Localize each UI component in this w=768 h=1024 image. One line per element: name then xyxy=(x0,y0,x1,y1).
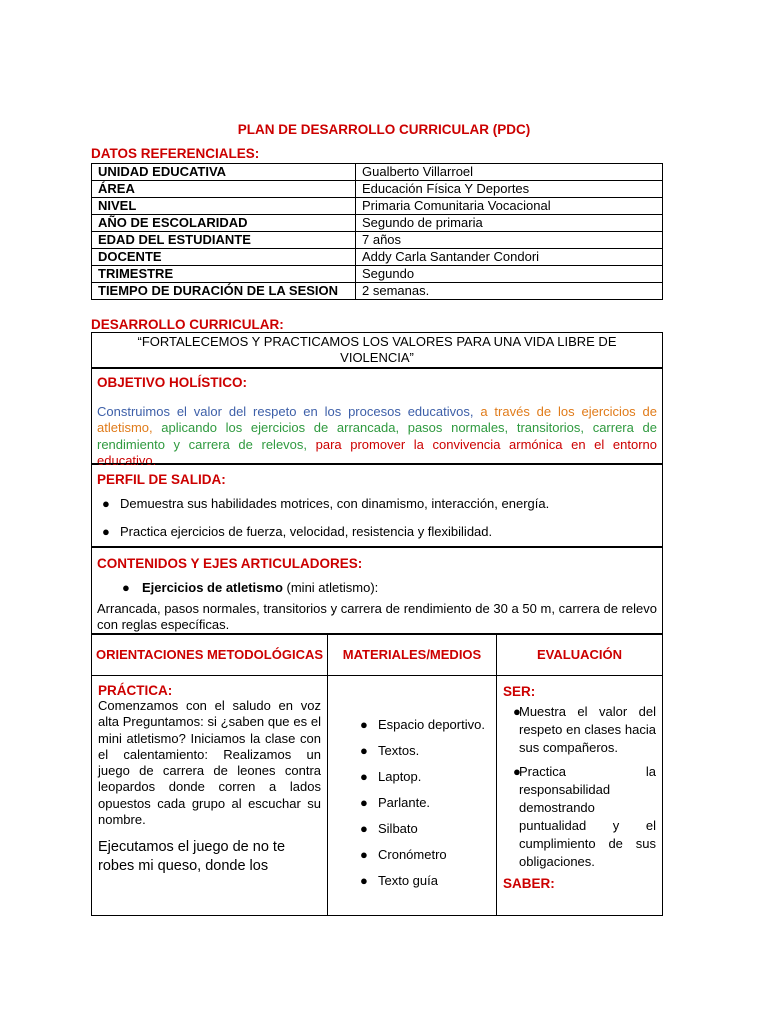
plan-table xyxy=(91,633,663,916)
col-header-materiales: MATERIALES/MEDIOS xyxy=(328,634,497,676)
practica-label: PRÁCTICA: xyxy=(98,683,173,698)
contenidos-text: Arrancada, pasos normales, transitorios y carrera de rendimiento de 30 a 50 m, carrera de relevo con reglas específicas. xyxy=(97,601,657,632)
datos-key: EDAD DEL ESTUDIANTE xyxy=(92,232,356,249)
material-item: ● Parlante. xyxy=(334,792,490,813)
material-item: ● Texto guía xyxy=(334,870,490,891)
contenidos-bullet: ● Ejercicios de atletismo (mini atletismo): xyxy=(122,580,379,595)
saber-label: SABER: xyxy=(503,876,555,891)
objetivo-label: OBJETIVO HOLÍSTICO: xyxy=(97,375,248,390)
datos-key: NIVEL xyxy=(92,198,356,215)
datos-referenciales-table xyxy=(91,163,663,300)
datos-key: ÁREA xyxy=(92,181,356,198)
material-item: ● Textos. xyxy=(334,740,490,761)
practica-cell xyxy=(92,676,328,916)
document-title: PLAN DE DESARROLLO CURRICULAR (PDC) xyxy=(237,122,531,137)
datos-row xyxy=(92,283,663,300)
contenidos-bullet-rest: (mini atletismo): xyxy=(282,580,379,595)
perfil-label: PERFIL DE SALIDA: xyxy=(97,472,226,487)
objetivo-part-2: a través de los ejercicios de atletismo, xyxy=(97,403,657,435)
motto-text: “FORTALECEMOS Y PRACTICAMOS LOS VALORES PARA UNA VIDA LIBRE DE VIOLENCIA” xyxy=(137,334,617,365)
datos-row xyxy=(92,215,663,232)
datos-value: Primaria Comunitaria Vocacional xyxy=(356,198,663,215)
datos-row xyxy=(92,181,663,198)
evaluacion-list xyxy=(503,703,656,871)
objetivo-part-4: para promover la convivencia armónica en el entorno educativo. xyxy=(97,436,657,468)
datos-key: UNIDAD EDUCATIVA xyxy=(92,164,356,181)
contenidos-box xyxy=(91,546,663,635)
datos-value: Addy Carla Santander Condori xyxy=(356,249,663,266)
datos-key: AÑO DE ESCOLARIDAD xyxy=(92,215,356,232)
datos-key: TIEMPO DE DURACIÓN DE LA SESION xyxy=(92,283,356,300)
datos-value: Segundo de primaria xyxy=(356,215,663,232)
datos-key: DOCENTE xyxy=(92,249,356,266)
perfil-item: ● Practica ejercicios de fuerza, velocidad, resistencia y flexibilidad. xyxy=(92,524,662,539)
datos-row xyxy=(92,198,663,215)
datos-row xyxy=(92,266,663,283)
materiales-cell xyxy=(328,676,497,916)
material-item: ● Silbato xyxy=(334,818,490,839)
material-item: ● Laptop. xyxy=(334,766,490,787)
objetivo-box xyxy=(91,367,663,468)
objetivo-text xyxy=(97,404,657,470)
ser-label: SER: xyxy=(503,684,536,699)
datos-value: 7 años xyxy=(356,232,663,249)
contenidos-label: CONTENIDOS Y EJES ARTICULADORES: xyxy=(97,556,363,571)
datos-row xyxy=(92,164,663,181)
col-header-evaluacion: EVALUACIÓN xyxy=(497,634,663,676)
perfil-box xyxy=(91,463,663,548)
datos-value: Educación Física Y Deportes xyxy=(356,181,663,198)
perfil-list xyxy=(92,496,662,539)
datos-row xyxy=(92,232,663,249)
objetivo-part-1: Construimos el valor del respeto en los procesos educativos, xyxy=(97,403,474,419)
material-item: ● Cronómetro xyxy=(334,844,490,865)
evaluacion-cell xyxy=(497,676,663,916)
datos-value: 2 semanas. xyxy=(356,283,663,300)
datos-key: TRIMESTRE xyxy=(92,266,356,283)
contenidos-bullet-bold: Ejercicios de atletismo xyxy=(142,580,283,595)
materiales-list xyxy=(334,714,490,891)
datos-value: Gualberto Villarroel xyxy=(356,164,663,181)
datos-row xyxy=(92,249,663,266)
material-item: ● Espacio deportivo. xyxy=(334,714,490,735)
datos-value: Segundo xyxy=(356,266,663,283)
perfil-item: ● Demuestra sus habilidades motrices, con dinamismo, interacción, energía. xyxy=(92,496,662,511)
col-header-orientaciones: ORIENTACIONES METODOLÓGICAS xyxy=(92,634,328,676)
evaluacion-item: ● Practica la responsabilidad demostrando puntualidad y el cumplimiento de sus obligaciones. xyxy=(503,763,656,871)
practica-text: Comenzamos con el saludo en voz alta Preguntamos: si ¿saben que es el mini atletismo? Iniciamos la clase con el calentamiento: Realizamos un juego de carrera de leones contra leopardos donde corren a lados opuestos cada grupo al escuchar su nombre. xyxy=(98,698,321,828)
desarrollo-curricular-label: DESARROLLO CURRICULAR: xyxy=(91,317,284,332)
objetivo-part-3: aplicando los ejercicios de arrancada, pasos normales, transitorios, carrera de rendimiento y carrera de relevos, xyxy=(97,420,657,452)
datos-referenciales-label: DATOS REFERENCIALES: xyxy=(91,146,260,161)
practica-extra: Ejecutamos el juego de no te robes mi queso, donde los xyxy=(98,839,286,875)
evaluacion-item: ● Muestra el valor del respeto en clases hacia sus compañeros. xyxy=(503,703,656,757)
motto-box xyxy=(91,332,663,369)
